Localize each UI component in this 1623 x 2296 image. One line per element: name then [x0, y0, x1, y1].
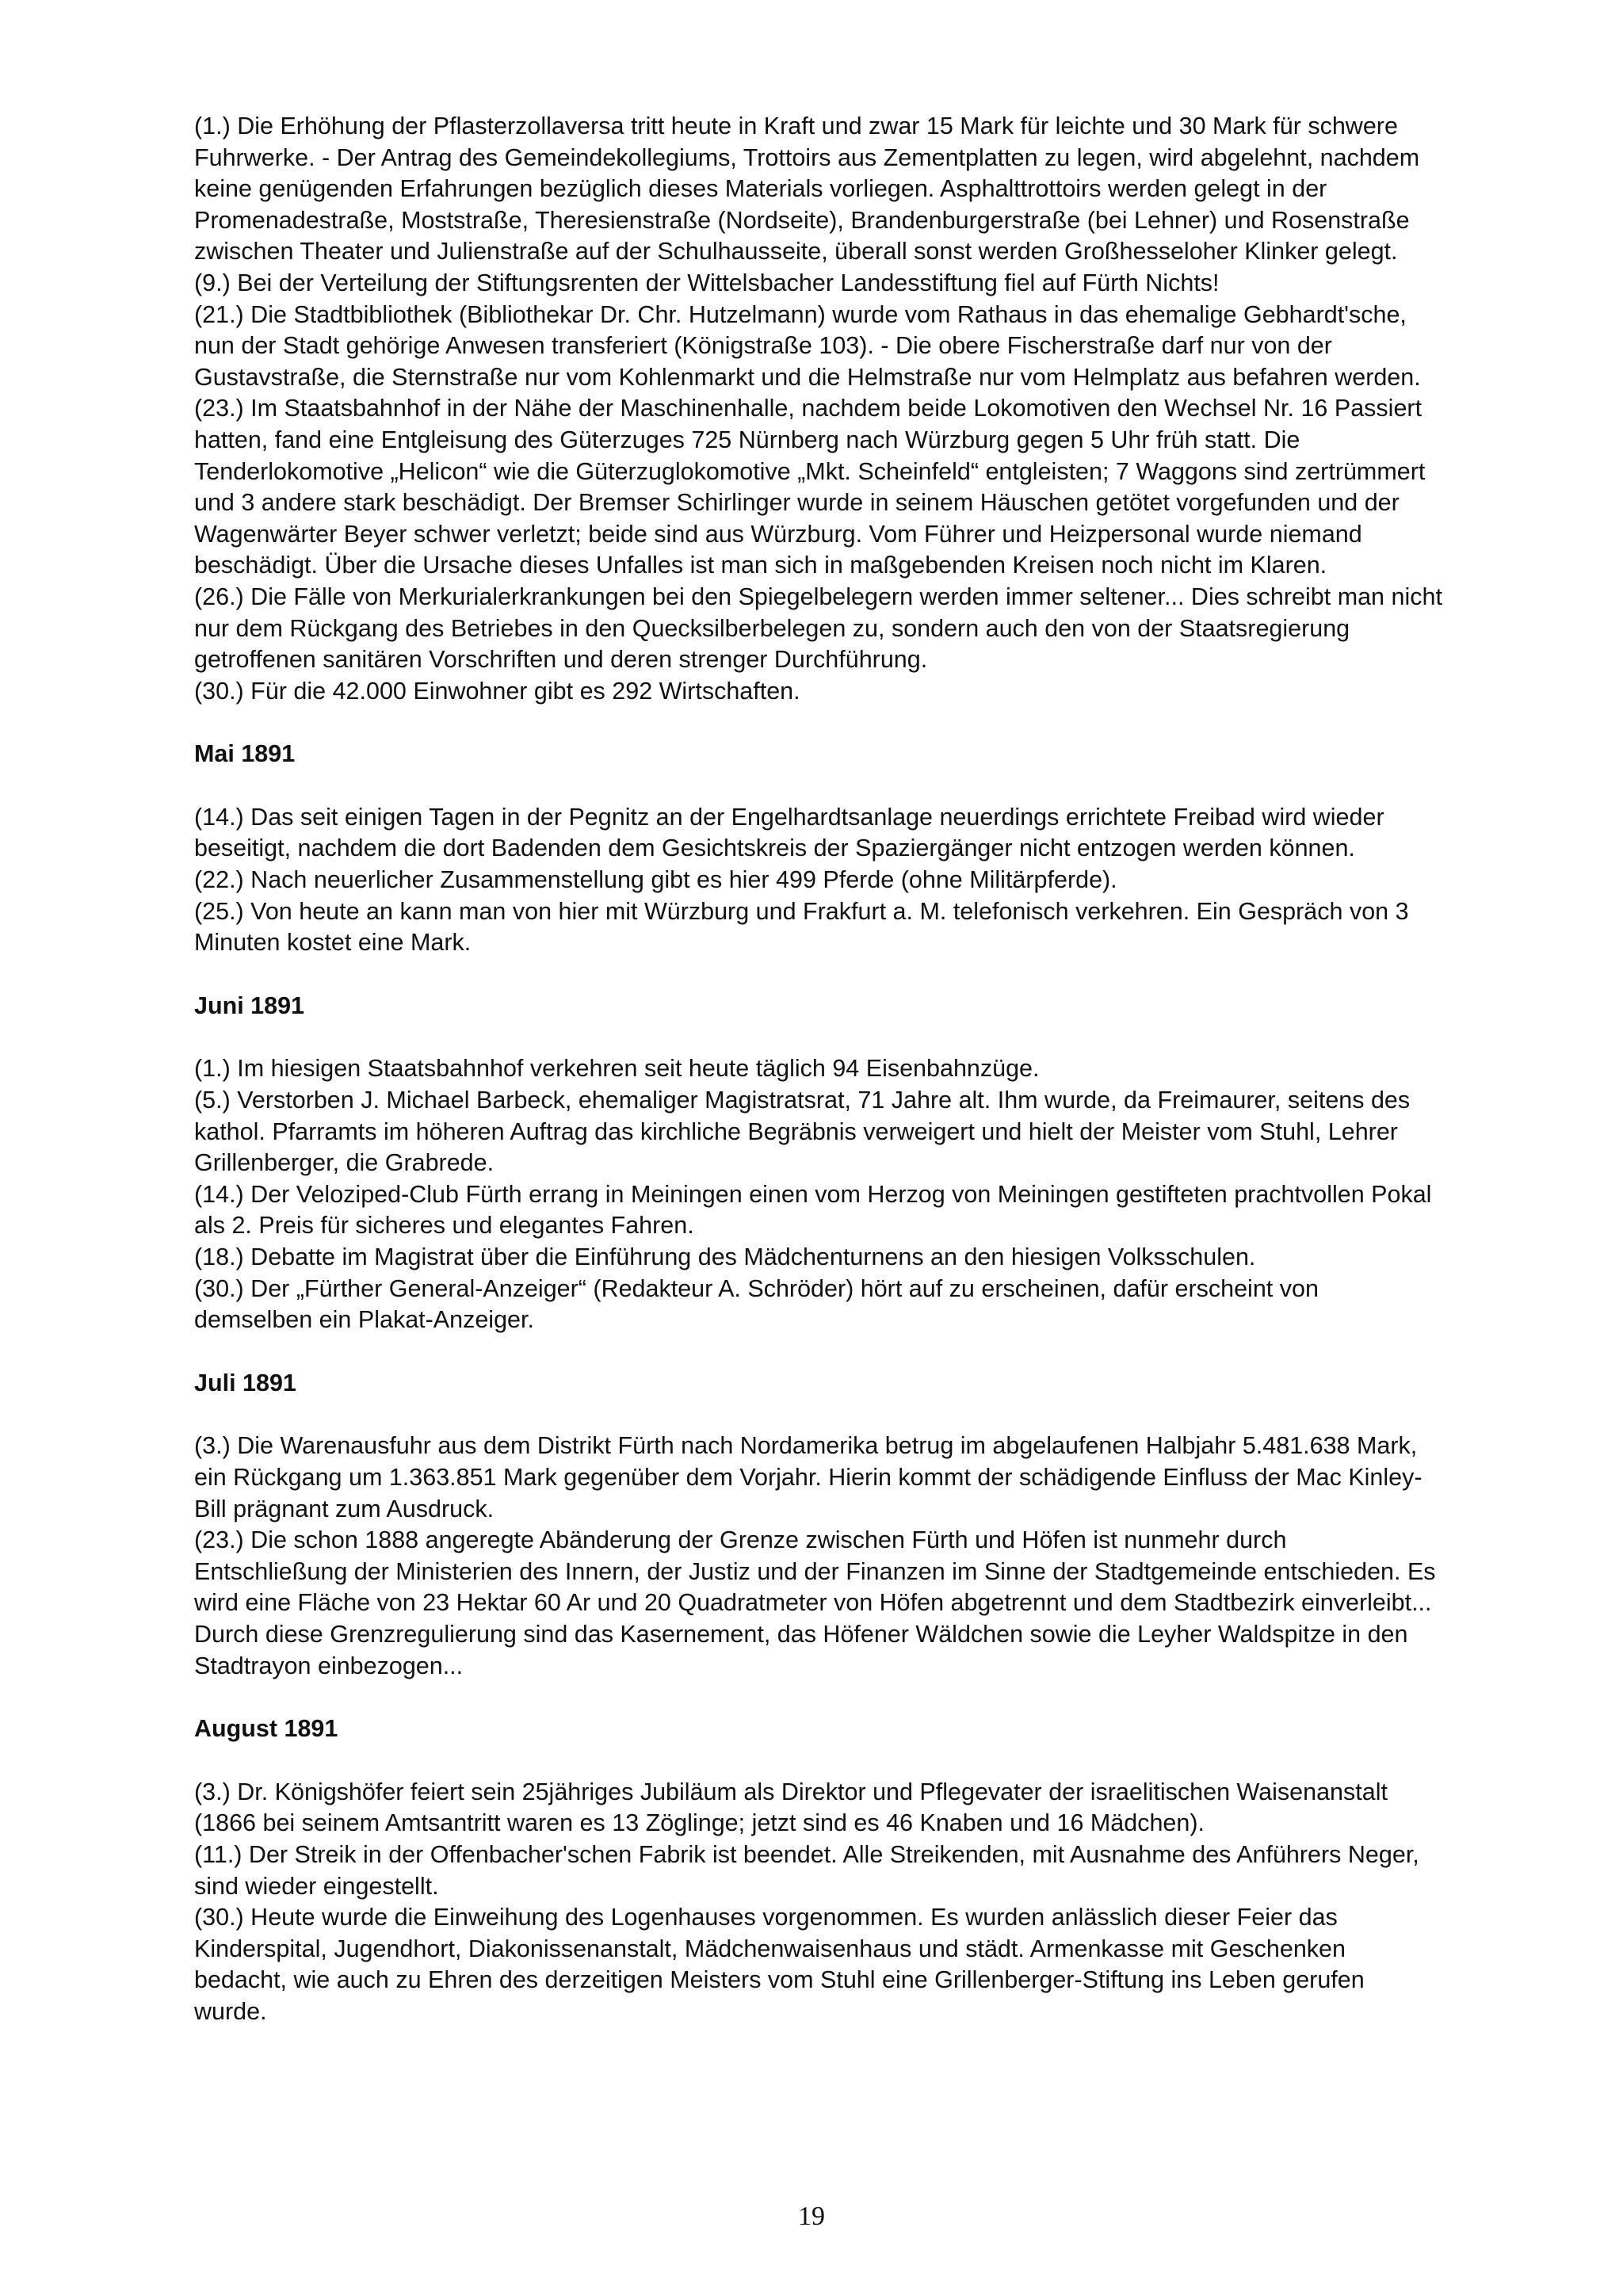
- section-juni-1891: [194, 991, 1442, 1336]
- page-body: [194, 111, 1442, 2027]
- entry-august-3: (3.) Dr. Königshöfer feiert sein 25jähriges Jubiläum als Direktor und Pflegevater der israelitischen Waisenanstalt (1866 bei seinem Amtsantritt waren es 13 Zöglinge; jetzt sind es 46 Knaben und 16 Mädchen).: [194, 1778, 1388, 1837]
- entry-april-26: (26.) Die Fälle von Merkurialerkrankungen bei den Spiegelbelegern werden immer seltener... Dies schreibt man nicht nur dem Rückgang des Betriebes in den Quecksilberbelegen zu, sondern auch den von der Staatsregierung getroffenen sanitären Vorschriften und deren strenger Durchführung.: [194, 583, 1442, 674]
- section-heading-juni: Juni 1891: [194, 991, 305, 1019]
- entry-august-11: (11.) Der Streik in der Offenbacher'schen Fabrik ist beendet. Alle Streikenden, mit Ausnahme des Anführers Neger, sind wieder eingestellt.: [194, 1840, 1419, 1900]
- entry-april-1: (1.) Die Erhöhung der Pflasterzollaversa tritt heute in Kraft und zwar 15 Mark für leichte und 30 Mark für schwere Fuhrwerke. - Der Antrag des Gemeindekollegiums, Trottoirs aus Zementplatten zu legen, wird abgelehnt, nachdem keine genügenden Erfahrungen bezüglich dieses Materials vorliegen. Asphalttrottoirs werden gelegt in der Promenadestraße, Moststraße, Theresienstraße (Nordseite), Brandenburgerstraße (bei Lehner) und Rosenstraße zwischen Theater und Julienstraße auf der Schulhausseite, überall sonst werden Großhesseloher Klinker gelegt.: [194, 113, 1420, 266]
- entry-april-23: (23.) Im Staatsbahnhof in der Nähe der Maschinenhalle, nachdem beide Lokomotiven den Wechsel Nr. 16 Passiert hatten, fand eine Entgleisung des Güterzuges 725 Nürnberg nach Würzburg gegen 5 Uhr früh statt. Die Tenderlokomotive „Helicon“ wie die Güterzuglokomotive „Mkt. Scheinfeld“ entgleisten; 7 Waggons sind zertrümmert und 3 andere stark beschädigt. Der Bremser Schirlinger wurde in seinem Häuschen getötet vorgefunden und der Wagenwärter Beyer schwer verletzt; beide sind aus Würzburg. Vom Führer und Heizpersonal wurde niemand beschädigt. Über die Ursache dieses Unfalles ist man sich in maßgebenden Kreisen noch nicht im Klaren.: [194, 395, 1426, 579]
- entry-juli-23: (23.) Die schon 1888 angeregte Abänderung der Grenze zwischen Fürth und Höfen ist nunmehr durch Entschließung der Ministerien des Innern, der Justiz und der Finanzen im Sinne der Stadtgemeinde entschieden. Es wird eine Fläche von 23 Hektar 60 Ar und 20 Quadratmeter von Höfen abgetrennt und dem Stadtbezirk einverleibt... Durch diese Grenzregulierung sind das Kasernement, das Höfener Wäldchen sowie die Leyher Waldspitze in den Stadtrayon einbezogen...: [194, 1526, 1436, 1679]
- entry-mai-25: (25.) Von heute an kann man von hier mit Würzburg und Frakfurt a. M. telefonisch verkehren. Ein Gespräch von 3 Minuten kostet eine Mark.: [194, 897, 1409, 957]
- entry-juni-30: (30.) Der „Fürther General-Anzeiger“ (Redakteur A. Schröder) hört auf zu erscheinen, dafür erscheint von demselben ein Plakat-Anzeiger.: [194, 1274, 1319, 1334]
- section-august-1891: [194, 1713, 1442, 2027]
- entry-mai-14: (14.) Das seit einigen Tagen in der Pegnitz an der Engelhardtsanlage neuerdings errichtete Freibad wird wieder beseitigt, nachdem die dort Badenden dem Gesichtskreis der Spaziergänger nicht entzogen werden können.: [194, 803, 1384, 862]
- section-juli-1891: [194, 1368, 1442, 1682]
- entry-april-9: (9.) Bei der Verteilung der Stiftungsrenten der Wittelsbacher Landesstiftung fiel auf Fürth Nichts!: [194, 269, 1220, 296]
- entry-juni-1: (1.) Im hiesigen Staatsbahnhof verkehren seit heute täglich 94 Eisenbahnzüge.: [194, 1055, 1040, 1083]
- section-heading-juli: Juli 1891: [194, 1369, 296, 1396]
- entry-mai-22: (22.) Nach neuerlicher Zusammenstellung gibt es hier 499 Pferde (ohne Militärpferde).: [194, 866, 1117, 894]
- entry-juli-3: (3.) Die Warenausfuhr aus dem Distrikt Fürth nach Nordamerika betrug im abgelaufenen Halbjahr 5.481.638 Mark, ein Rückgang um 1.363.851 Mark gegenüber dem Vorjahr. Hierin kommt der schädigende Einfluss der Mac Kinley-Bill prägnant zum Ausdruck.: [194, 1432, 1423, 1522]
- section-heading-august: August 1891: [194, 1715, 338, 1743]
- entry-juni-5: (5.) Verstorben J. Michael Barbeck, ehemaliger Magistratsrat, 71 Jahre alt. Ihm wurde, da Freimaurer, seitens des kathol. Pfarramts im höheren Auftrag das kirchliche Begräbnis verweigert und hielt der Meister vom Stuhl, Lehrer Grillenberger, die Grabrede.: [194, 1087, 1411, 1177]
- entry-juni-14: (14.) Der Veloziped-Club Fürth errang in Meiningen einen vom Herzog von Meiningen gestifteten prachtvollen Pokal als 2. Preis für sicheres und elegantes Fahren.: [194, 1180, 1432, 1240]
- page-number: 19: [798, 2202, 825, 2231]
- section-heading-mai: Mai 1891: [194, 740, 296, 768]
- entry-april-21: (21.) Die Stadtbibliothek (Bibliothekar Dr. Chr. Hutzelmann) wurde vom Rathaus in das ehemalige Gebhardt'sche, nun der Stadt gehörige Anwesen transferiert (Königstraße 103). - Die obere Fischerstraße darf nur von der Gustavstraße, die Sternstraße nur vom Kohlenmarkt und die Helmstraße nur vom Helmplatz aus befahren werden.: [194, 300, 1421, 391]
- section-april-1891: [194, 111, 1442, 707]
- entry-august-30: (30.) Heute wurde die Einweihung des Logenhauses vorgenommen. Es wurden anlässlich dieser Feier das Kinderspital, Jugendhort, Diakonissenanstalt, Mädchenwaisenhaus und städt. Armenkasse mit Geschenken bedacht, wie auch zu Ehren des derzeitigen Meisters vom Stuhl eine Grillenberger-Stiftung ins Leben gerufen wurde.: [194, 1904, 1365, 2025]
- entry-april-30: (30.) Für die 42.000 Einwohner gibt es 292 Wirtschaften.: [194, 677, 800, 705]
- section-mai-1891: [194, 739, 1442, 959]
- entry-juni-18: (18.) Debatte im Magistrat über die Einführung des Mädchenturnens an den hiesigen Volksschulen.: [194, 1244, 1256, 1270]
